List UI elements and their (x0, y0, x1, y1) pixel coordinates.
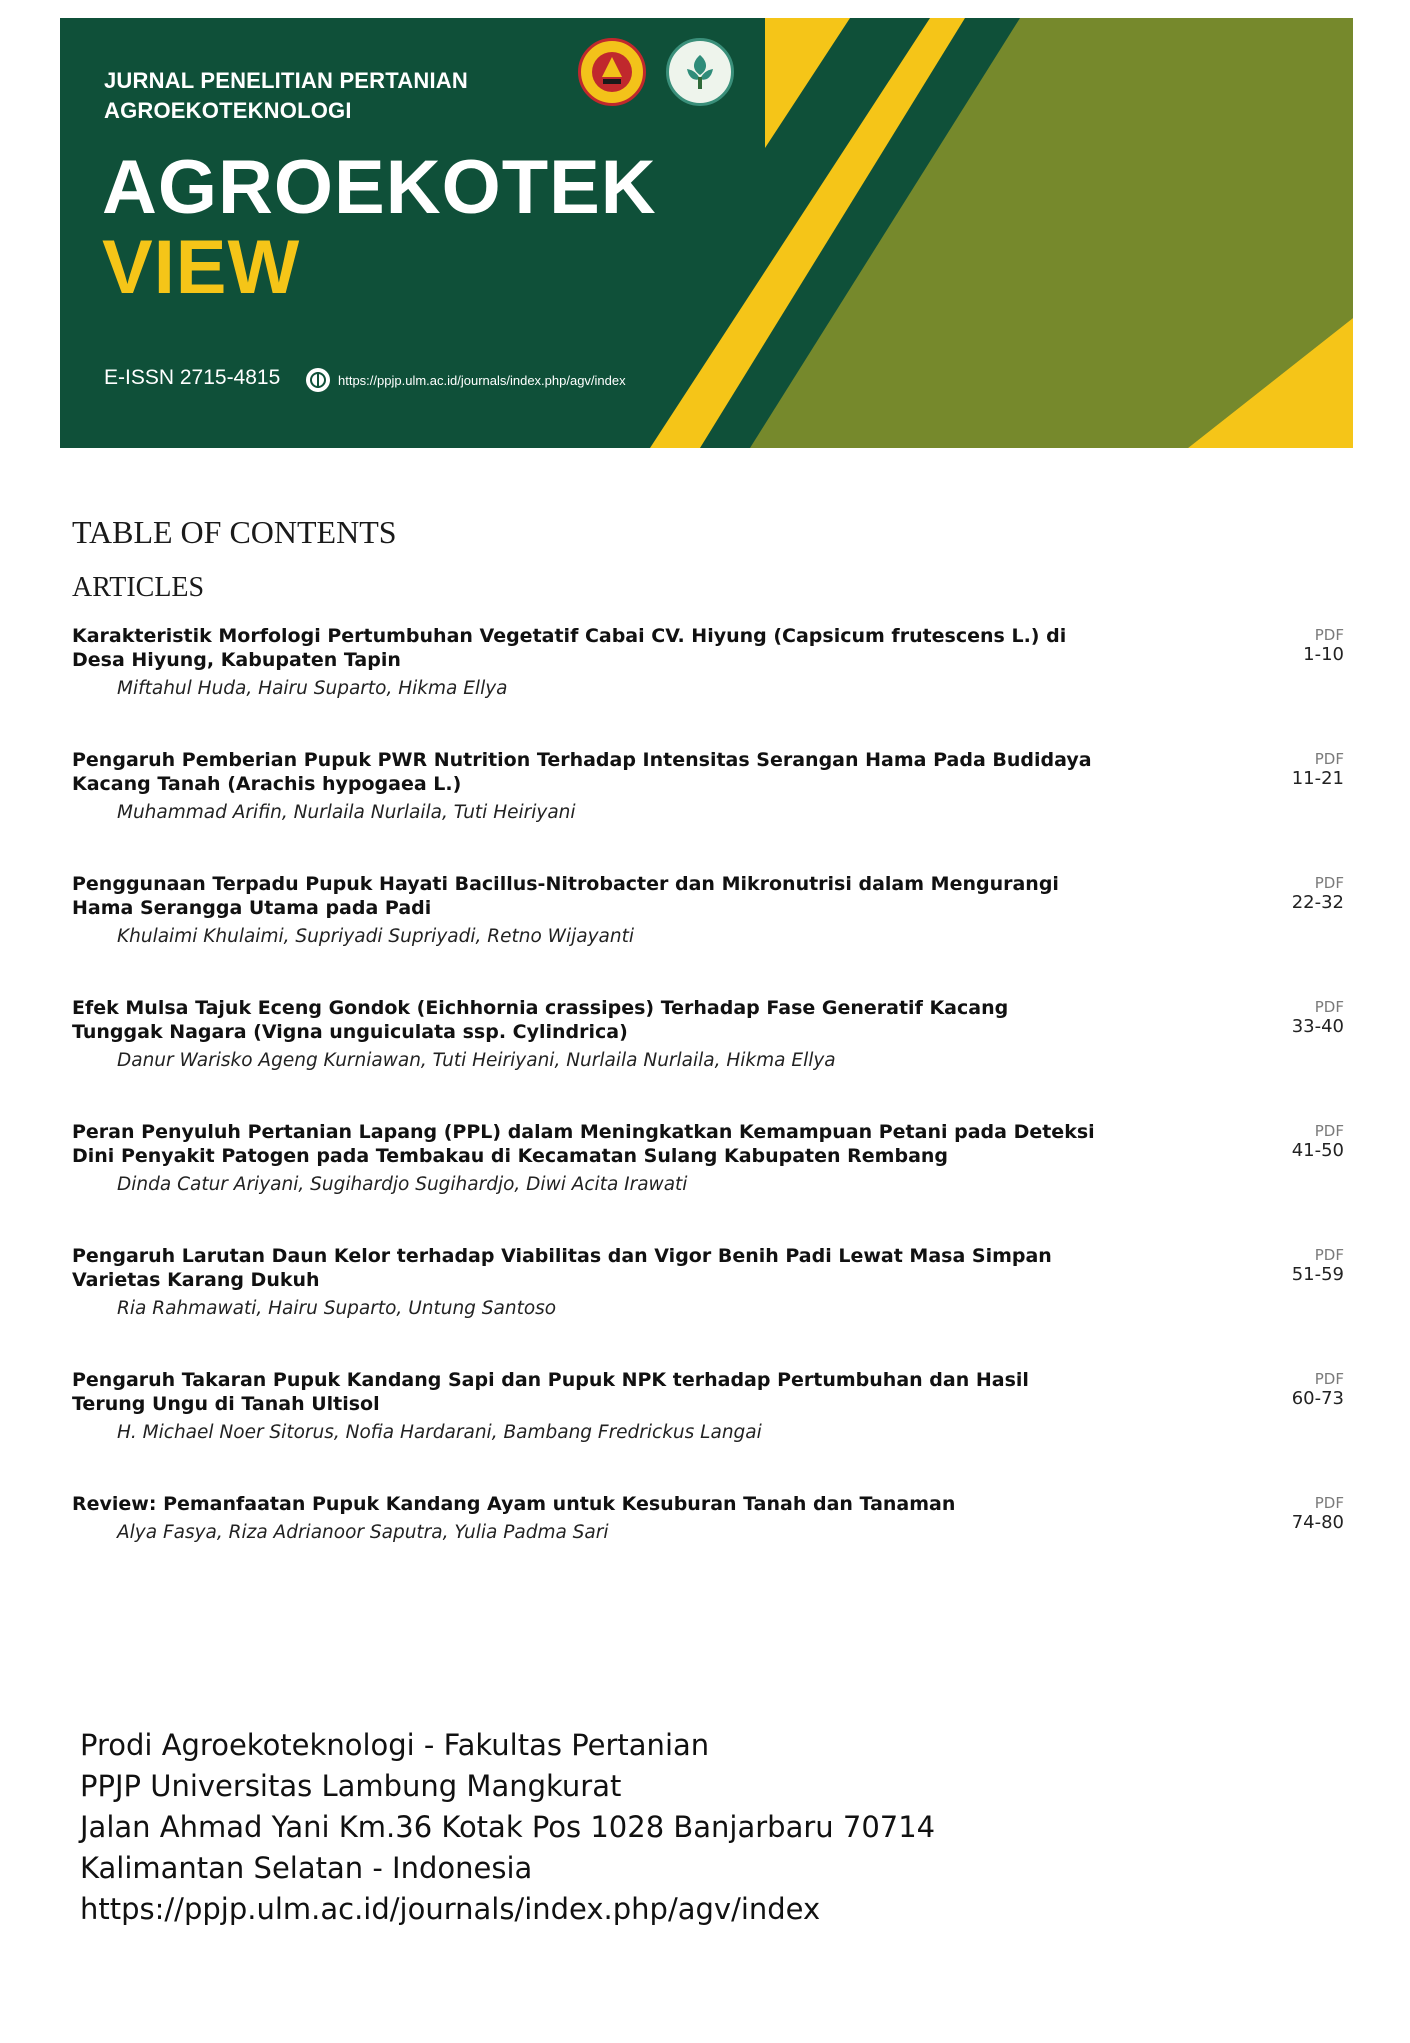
article-item (72, 624, 1344, 748)
article-title[interactable]: Efek Mulsa Tajuk Eceng Gondok (Eichhornia crassipes) Terhadap Fase Generatif Kacang Tunggak Nagara (Vigna unguiculata ssp. Cylindrica) (72, 997, 1009, 1043)
article-item (72, 1244, 1344, 1368)
article-authors: Khulaimi Khulaimi, Supriyadi Supriyadi, Retno Wijayanti (117, 926, 634, 947)
article-pages: 60-73 (1291, 1388, 1344, 1409)
article-item (72, 748, 1344, 872)
pdf-link[interactable]: PDF (1314, 998, 1344, 1016)
article-title[interactable]: Karakteristik Morfologi Pertumbuhan Vegetatif Cabai CV. Hiyung (Capsicum frutescens L.) di Desa Hiyung, Kabupaten Tapin (72, 625, 1067, 671)
issn-label: E-ISSN 2715-4815 (104, 366, 281, 389)
article-galley (1292, 1370, 1344, 1410)
article-authors: Dinda Catur Ariyani, Sugihardjo Sugihardjo, Diwi Acita Irawati (117, 1174, 688, 1195)
footer-institution: PPJP Universitas Lambung Mangkurat (80, 1769, 622, 1803)
article-galley (1292, 874, 1344, 914)
footer-address: Jalan Ahmad Yani Km.36 Kotak Pos 1028 Banjarbaru 70714 (80, 1810, 936, 1844)
publisher-footer (80, 1725, 935, 1930)
globe-icon (306, 368, 330, 392)
journal-url[interactable]: https://ppjp.ulm.ac.id/journals/index.php/agv/index (338, 372, 626, 388)
article-title[interactable]: Pengaruh Takaran Pupuk Kandang Sapi dan Pupuk NPK terhadap Pertumbuhan dan Hasil Terung Ungu di Tanah Ultisol (72, 1369, 1029, 1415)
article-pages: 11-21 (1291, 768, 1344, 789)
journal-url-row[interactable] (306, 368, 626, 392)
pdf-link[interactable]: PDF (1314, 626, 1344, 644)
footer-program: Prodi Agroekoteknologi - Fakultas Pertanian (80, 1728, 710, 1762)
article-item (72, 1492, 1344, 1616)
article-pages: 51-59 (1291, 1264, 1344, 1285)
article-title[interactable]: Review: Pemanfaatan Pupuk Kandang Ayam untuk Kesuburan Tanah dan Tanaman (72, 1493, 956, 1515)
article-item (72, 996, 1344, 1120)
journal-banner (60, 18, 1353, 448)
article-authors: Muhammad Arifin, Nurlaila Nurlaila, Tuti Heiriyani (117, 802, 576, 823)
article-title[interactable]: Pengaruh Larutan Daun Kelor terhadap Viabilitas dan Vigor Benih Padi Lewat Masa Simpan Varietas Karang Dukuh (72, 1245, 1052, 1291)
article-pages: 1-10 (1303, 644, 1344, 665)
journal-title: AGROEKOTEK (102, 145, 657, 230)
toc-heading: TABLE OF CONTENTS (72, 514, 397, 550)
article-pages: 41-50 (1291, 1140, 1344, 1161)
pdf-link[interactable]: PDF (1314, 750, 1344, 768)
article-authors: H. Michael Noer Sitorus, Nofia Hardarani, Bambang Fredrickus Langai (117, 1422, 762, 1443)
pdf-link[interactable]: PDF (1314, 1494, 1344, 1512)
journal-subtitle: VIEW (102, 225, 301, 310)
article-pages: 33-40 (1291, 1016, 1344, 1037)
article-list (72, 624, 1344, 1616)
article-authors: Danur Warisko Ageng Kurniawan, Tuti Heiriyani, Nurlaila Nurlaila, Hikma Ellya (117, 1050, 836, 1071)
pdf-link[interactable]: PDF (1314, 874, 1344, 892)
article-authors: Miftahul Huda, Hairu Suparto, Hikma Ellya (117, 678, 508, 699)
article-item (72, 1368, 1344, 1492)
article-galley (1292, 998, 1344, 1038)
article-pages: 74-80 (1291, 1512, 1344, 1533)
pdf-link[interactable]: PDF (1314, 1370, 1344, 1388)
journal-name-line-2: AGROEKOTEKNOLOGI (104, 98, 352, 123)
article-authors: Alya Fasya, Riza Adrianoor Saputra, Yulia Padma Sari (117, 1522, 609, 1543)
article-galley (1292, 1122, 1344, 1162)
article-title[interactable]: Peran Penyuluh Pertanian Lapang (PPL) dalam Meningkatkan Kemampuan Petani pada Deteksi Dini Penyakit Patogen pada Tembakau di Kecamatan Sulang Kabupaten Rembang (72, 1121, 1095, 1167)
pdf-link[interactable]: PDF (1314, 1122, 1344, 1140)
footer-region: Kalimantan Selatan - Indonesia (80, 1851, 533, 1885)
article-authors: Ria Rahmawati, Hairu Suparto, Untung Santoso (117, 1298, 557, 1319)
article-galley (1292, 750, 1344, 790)
article-title[interactable]: Pengaruh Pemberian Pupuk PWR Nutrition Terhadap Intensitas Serangan Hama Pada Budidaya Kacang Tanah (Arachis hypogaea L.) (72, 749, 1092, 795)
ulm-logo (578, 38, 646, 106)
journal-name-line-1: JURNAL PENELITIAN PERTANIAN (104, 68, 468, 93)
pdf-link[interactable]: PDF (1314, 1246, 1344, 1264)
article-item (72, 872, 1344, 996)
article-galley (1292, 1494, 1344, 1534)
articles-section-heading: ARTICLES (72, 572, 205, 603)
footer-url[interactable]: https://ppjp.ulm.ac.id/journals/index.php/agv/index (80, 1892, 821, 1926)
agroekotek-logo (666, 38, 734, 106)
article-galley (1303, 626, 1344, 666)
article-title[interactable]: Penggunaan Terpadu Pupuk Hayati Bacillus-Nitrobacter dan Mikronutrisi dalam Mengurangi Hama Serangga Utama pada Padi (72, 873, 1059, 919)
article-pages: 22-32 (1291, 892, 1344, 913)
article-galley (1292, 1246, 1344, 1286)
article-item (72, 1120, 1344, 1244)
